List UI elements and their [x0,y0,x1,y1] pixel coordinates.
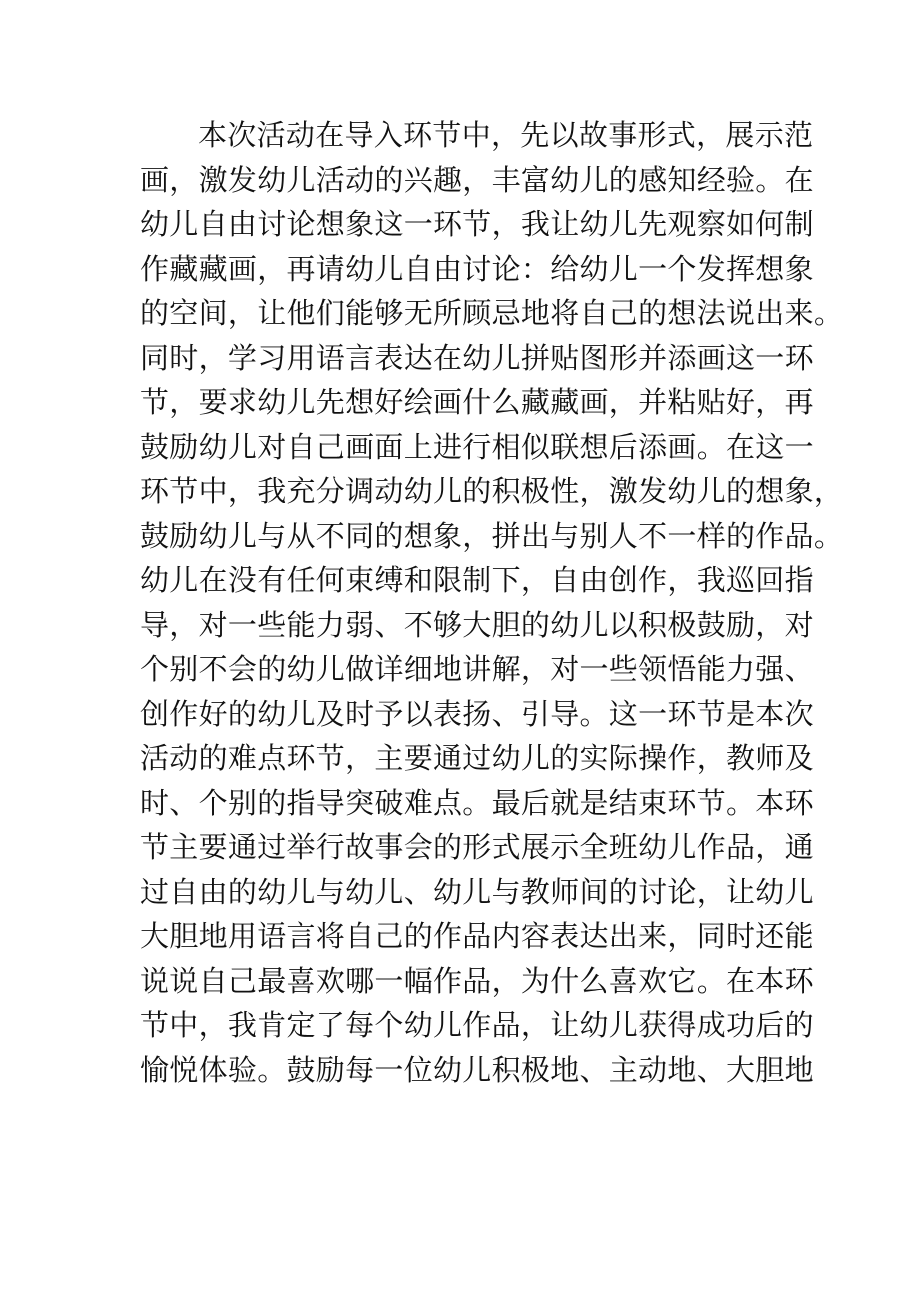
paragraph-line: 环节中，我充分调动幼儿的积极性，激发幼儿的想象， [140,474,844,508]
paragraph-line: 导，对一些能力弱、不够大胆的幼儿以积极鼓励，对 [140,607,814,642]
paragraph-line: 幼儿在没有任何束缚和限制下，自由创作，我巡回指 [140,563,814,597]
paragraph-line: 大胆地用语言将自己的作品内容表达出来，同时还能 [140,919,814,953]
paragraph-line: 鼓励幼儿与从不同的想象，拼出与别人不一样的作品。 [140,518,844,553]
paragraph-line: 同时，学习用语言表达在幼儿拼贴图形并添画这一环 [140,340,814,375]
paragraph-line: 时、个别的指导突破难点。最后就是结束环节。本环 [140,785,814,820]
paragraph-line: 画，激发幼儿活动的兴趣，丰富幼儿的感知经验。在 [140,162,814,197]
paragraph-line: 鼓励幼儿对自己画面上进行相似联想后添画。在这一 [140,429,814,464]
paragraph-line: 活动的难点环节，主要通过幼儿的实际操作，教师及 [140,741,814,775]
paragraph-line: 的空间，让他们能够无所顾忌地将自己的想法说出来。 [140,296,844,330]
paragraph-line: 节主要通过举行故事会的形式展示全班幼儿作品，通 [140,830,814,864]
paragraph-line: 作藏藏画，再请幼儿自由讨论：给幼儿一个发挥想象 [140,251,814,286]
paragraph-line: 创作好的幼儿及时予以表扬、引导。这一环节是本次 [140,696,814,731]
paragraph-line: 愉悦体验。鼓励每一位幼儿积极地、主动地、大胆地 [140,1052,814,1087]
paragraph-line: 节，要求幼儿先想好绘画什么藏藏画，并粘贴好，再 [140,385,814,419]
paragraph-line: 个别不会的幼儿做详细地讲解，对一些领悟能力强、 [140,652,814,686]
paragraph-line: 本次活动在导入环节中，先以故事形式，展示范 [198,118,814,152]
paragraph-line: 说说自己最喜欢哪一幅作品，为什么喜欢它。在本环 [140,963,814,998]
paragraph-line: 幼儿自由讨论想象这一环节，我让幼儿先观察如何制 [140,207,814,241]
paragraph-line: 过自由的幼儿与幼儿、幼儿与教师间的讨论，让幼儿 [140,874,814,909]
paragraph-line: 节中，我肯定了每个幼儿作品，让幼儿获得成功后的 [140,1008,814,1042]
body-paragraph [140,113,844,1092]
